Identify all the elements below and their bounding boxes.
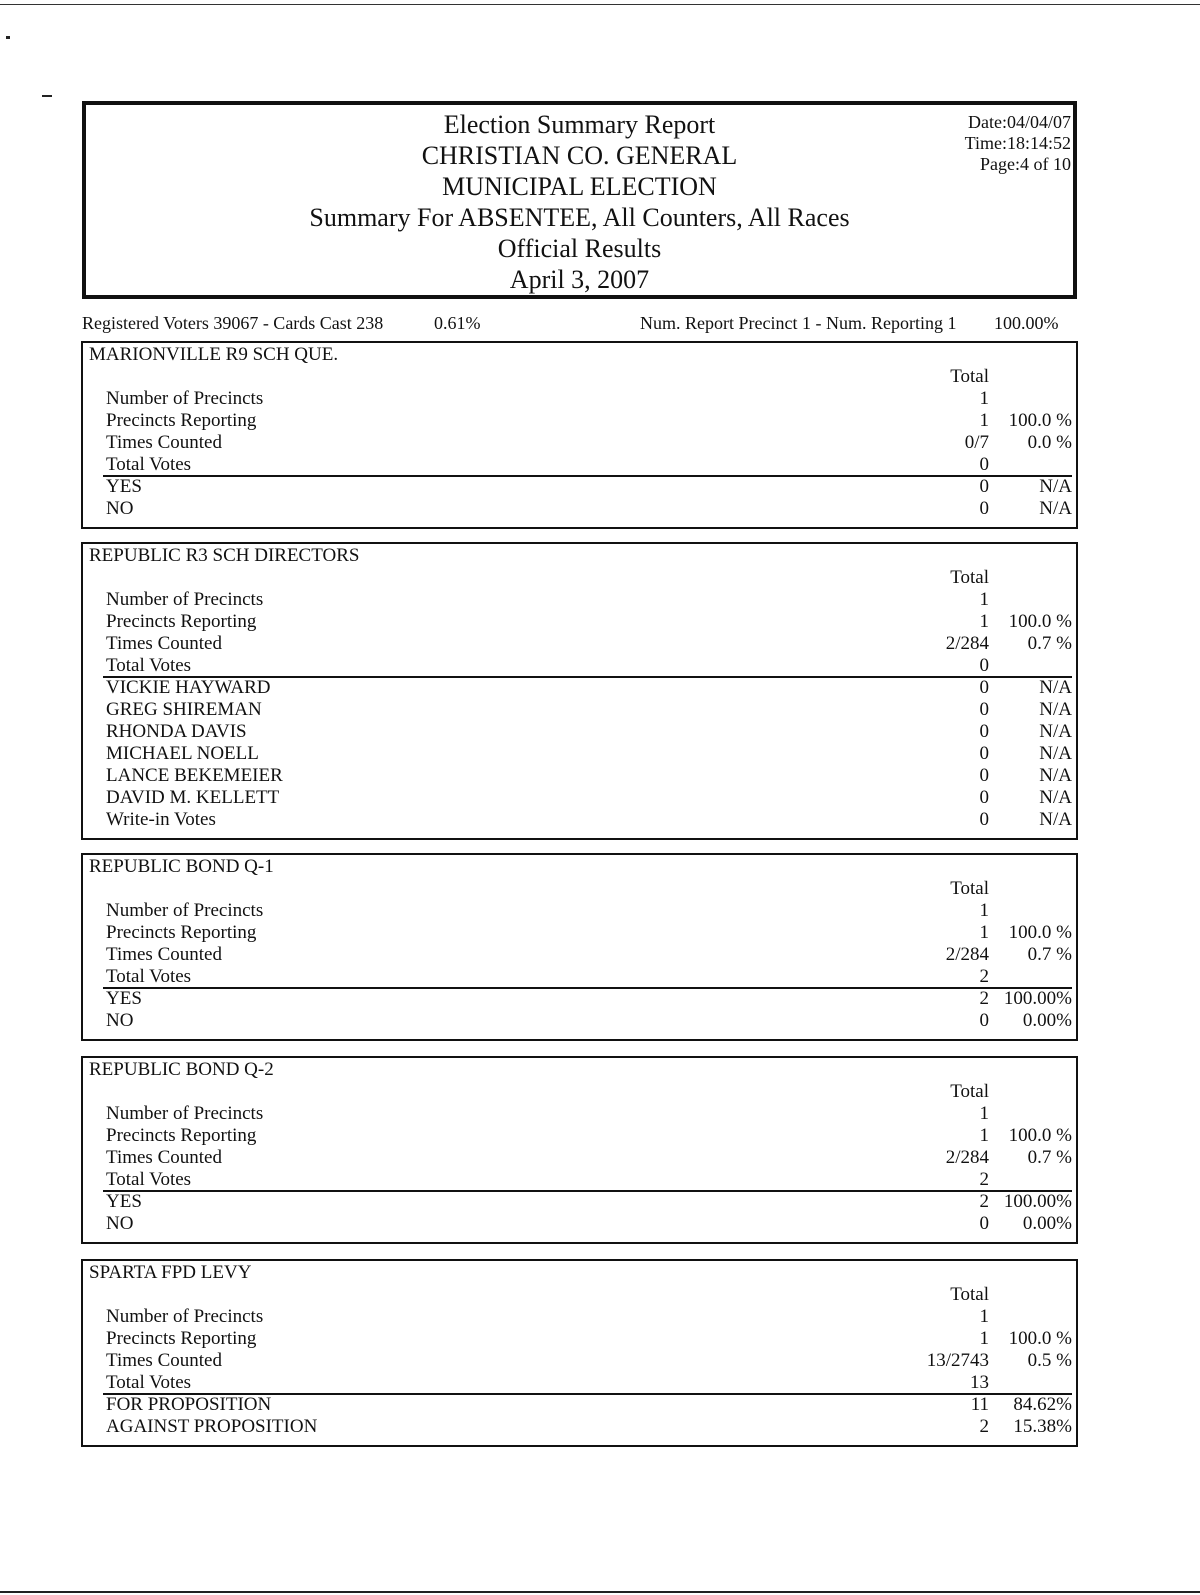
choice-row xyxy=(83,765,1076,787)
choice-percent: N/A xyxy=(1039,699,1072,720)
row-percent: 100.0 % xyxy=(1008,1125,1072,1146)
race-box xyxy=(81,1056,1078,1244)
title-line: Election Summary Report xyxy=(443,110,716,139)
summary-row xyxy=(83,900,1076,922)
choice-row xyxy=(83,988,1076,1010)
row-label: Times Counted xyxy=(106,944,222,965)
row-label: Times Counted xyxy=(106,633,222,654)
report-date: Date:04/04/07 xyxy=(968,112,1071,132)
row-percent: 100.0 % xyxy=(1008,410,1072,431)
choice-label: Write-in Votes xyxy=(106,809,216,830)
choice-votes: 0 xyxy=(979,677,989,698)
choice-percent: 0.00% xyxy=(1022,1010,1072,1031)
choice-votes: 0 xyxy=(979,1010,989,1031)
row-percent: 0.7 % xyxy=(1027,944,1072,965)
choice-percent: 15.38% xyxy=(1013,1416,1072,1437)
choice-votes: 2 xyxy=(979,1191,989,1212)
row-total: 1 xyxy=(979,1306,989,1327)
row-label: Precincts Reporting xyxy=(106,410,257,431)
row-label: Total Votes xyxy=(106,655,192,676)
total-column-header: Total xyxy=(950,567,989,588)
choice-row xyxy=(83,809,1076,831)
choice-row xyxy=(83,1416,1076,1438)
choice-row xyxy=(83,1191,1076,1213)
choice-label: YES xyxy=(106,1191,142,1212)
choice-label: MICHAEL NOELL xyxy=(106,743,259,764)
choice-row xyxy=(83,699,1076,721)
report-page: Page:4 of 10 xyxy=(980,154,1071,174)
choice-row xyxy=(83,476,1076,498)
summary-row xyxy=(83,410,1076,432)
reporting-percent: 100.00% xyxy=(994,313,1059,333)
row-label: Number of Precincts xyxy=(106,900,264,921)
race-title: REPUBLIC BOND Q-2 xyxy=(89,1059,274,1080)
choice-label: YES xyxy=(106,988,142,1009)
row-label: Precincts Reporting xyxy=(106,922,257,943)
row-label: Number of Precincts xyxy=(106,388,264,409)
row-label: Times Counted xyxy=(106,1350,222,1371)
choice-label: LANCE BEKEMEIER xyxy=(106,765,283,786)
choice-label: NO xyxy=(106,1010,134,1031)
row-total: 1 xyxy=(979,410,989,431)
report-meta xyxy=(965,112,1071,175)
summary-row xyxy=(83,611,1076,633)
row-total: 2/284 xyxy=(945,944,989,965)
row-total: 2 xyxy=(979,966,989,987)
choice-row xyxy=(83,787,1076,809)
registered-voters-text: Registered Voters 39067 - Cards Cast 238 xyxy=(82,313,384,333)
race-title: MARIONVILLE R9 SCH QUE. xyxy=(89,344,339,365)
choice-row xyxy=(83,498,1076,520)
row-label: Total Votes xyxy=(106,966,192,987)
summary-row xyxy=(83,1103,1076,1125)
row-label: Times Counted xyxy=(106,432,222,453)
total-column-header: Total xyxy=(950,1284,989,1305)
scan-speck xyxy=(6,36,10,39)
summary-row xyxy=(83,655,1076,677)
choice-votes: 0 xyxy=(979,1213,989,1234)
row-total: 2/284 xyxy=(945,1147,989,1168)
row-label: Precincts Reporting xyxy=(106,1125,257,1146)
choice-percent: N/A xyxy=(1039,809,1072,830)
choice-votes: 0 xyxy=(979,743,989,764)
row-total: 1 xyxy=(979,589,989,610)
row-label: Precincts Reporting xyxy=(106,611,257,632)
title-line: April 3, 2007 xyxy=(509,265,650,294)
race-title: REPUBLIC BOND Q-1 xyxy=(89,856,274,877)
choice-label: VICKIE HAYWARD xyxy=(106,677,271,698)
row-label: Total Votes xyxy=(106,1372,192,1393)
row-percent: 100.0 % xyxy=(1008,922,1072,943)
summary-row xyxy=(83,388,1076,410)
choice-percent: 100.00% xyxy=(1003,988,1072,1009)
choice-label: GREG SHIREMAN xyxy=(106,699,262,720)
summary-row xyxy=(83,1350,1076,1372)
choice-row xyxy=(83,1394,1076,1416)
race-box xyxy=(81,542,1078,840)
race-title: SPARTA FPD LEVY xyxy=(89,1262,252,1283)
race-box xyxy=(81,341,1078,529)
title-line: Official Results xyxy=(497,234,662,263)
choice-label: YES xyxy=(106,476,142,497)
choice-label: NO xyxy=(106,498,134,519)
choice-row xyxy=(83,1010,1076,1032)
row-total: 1 xyxy=(979,611,989,632)
row-total: 1 xyxy=(979,900,989,921)
choice-percent: N/A xyxy=(1039,721,1072,742)
race-title: REPUBLIC R3 SCH DIRECTORS xyxy=(89,545,360,566)
title-line: MUNICIPAL ELECTION xyxy=(442,172,717,201)
choice-row xyxy=(83,677,1076,699)
row-total: 2/284 xyxy=(945,633,989,654)
summary-row xyxy=(83,633,1076,655)
row-total: 1 xyxy=(979,1328,989,1349)
choice-row xyxy=(83,1213,1076,1235)
choice-percent: N/A xyxy=(1039,498,1072,519)
report-title xyxy=(86,109,1073,295)
summary-row xyxy=(83,1306,1076,1328)
page-bottom-edge xyxy=(0,1591,1200,1593)
row-total: 13 xyxy=(970,1372,989,1393)
title-line: Summary For ABSENTEE, All Counters, All Races xyxy=(309,203,850,232)
choice-row xyxy=(83,743,1076,765)
row-total: 0 xyxy=(979,454,989,475)
row-label: Number of Precincts xyxy=(106,1103,264,1124)
precinct-report-text: Num. Report Precinct 1 - Num. Reporting 1 xyxy=(640,313,957,333)
total-column-header: Total xyxy=(950,366,989,387)
summary-row xyxy=(83,966,1076,988)
choice-votes: 2 xyxy=(979,1416,989,1437)
total-column-header: Total xyxy=(950,878,989,899)
row-total: 0/7 xyxy=(964,432,989,453)
choice-label: RHONDA DAVIS xyxy=(106,721,247,742)
report-header xyxy=(82,101,1077,299)
choice-votes: 0 xyxy=(979,498,989,519)
row-percent: 0.7 % xyxy=(1027,1147,1072,1168)
summary-row xyxy=(83,1147,1076,1169)
row-label: Total Votes xyxy=(106,1169,192,1190)
row-percent: 0.0 % xyxy=(1027,432,1072,453)
row-percent: 100.0 % xyxy=(1008,611,1072,632)
choice-votes: 0 xyxy=(979,765,989,786)
choice-percent: N/A xyxy=(1039,765,1072,786)
row-total: 0 xyxy=(979,655,989,676)
total-column-header: Total xyxy=(950,1081,989,1102)
row-label: Times Counted xyxy=(106,1147,222,1168)
choice-votes: 2 xyxy=(979,988,989,1009)
row-label: Number of Precincts xyxy=(106,589,264,610)
choice-percent: N/A xyxy=(1039,787,1072,808)
summary-row xyxy=(83,454,1076,476)
row-label: Total Votes xyxy=(106,454,192,475)
choice-label: NO xyxy=(106,1213,134,1234)
row-percent: 100.0 % xyxy=(1008,1328,1072,1349)
row-total: 13/2743 xyxy=(926,1350,989,1371)
choice-label: DAVID M. KELLETT xyxy=(106,787,280,808)
choice-votes: 11 xyxy=(970,1394,989,1415)
scan-speck xyxy=(42,95,52,97)
page-top-edge xyxy=(0,4,1200,5)
row-label: Number of Precincts xyxy=(106,1306,264,1327)
choice-percent: 100.00% xyxy=(1003,1191,1072,1212)
choice-percent: 84.62% xyxy=(1013,1394,1072,1415)
row-label: Precincts Reporting xyxy=(106,1328,257,1349)
choice-votes: 0 xyxy=(979,787,989,808)
summary-row xyxy=(83,922,1076,944)
report-time: Time:18:14:52 xyxy=(964,133,1071,153)
summary-row xyxy=(83,1125,1076,1147)
race-box xyxy=(81,1259,1078,1447)
cards-cast-percent: 0.61% xyxy=(434,313,481,333)
row-percent: 0.7 % xyxy=(1027,633,1072,654)
choice-label: FOR PROPOSITION xyxy=(106,1394,272,1415)
choice-percent: N/A xyxy=(1039,677,1072,698)
summary-row xyxy=(83,589,1076,611)
choice-percent: N/A xyxy=(1039,476,1072,497)
summary-row xyxy=(83,1328,1076,1350)
row-total: 2 xyxy=(979,1169,989,1190)
row-total: 1 xyxy=(979,388,989,409)
choice-votes: 0 xyxy=(979,721,989,742)
choice-percent: 0.00% xyxy=(1022,1213,1072,1234)
row-total: 1 xyxy=(979,1103,989,1124)
race-box xyxy=(81,853,1078,1041)
choice-votes: 0 xyxy=(979,476,989,497)
summary-row xyxy=(83,1169,1076,1191)
row-total: 1 xyxy=(979,1125,989,1146)
choice-percent: N/A xyxy=(1039,743,1072,764)
choice-votes: 0 xyxy=(979,699,989,720)
summary-row xyxy=(83,944,1076,966)
row-total: 1 xyxy=(979,922,989,943)
choice-votes: 0 xyxy=(979,809,989,830)
row-percent: 0.5 % xyxy=(1027,1350,1072,1371)
choice-row xyxy=(83,721,1076,743)
summary-row xyxy=(83,1372,1076,1394)
title-line: CHRISTIAN CO. GENERAL xyxy=(421,141,738,170)
summary-row xyxy=(83,432,1076,454)
choice-label: AGAINST PROPOSITION xyxy=(106,1416,318,1437)
